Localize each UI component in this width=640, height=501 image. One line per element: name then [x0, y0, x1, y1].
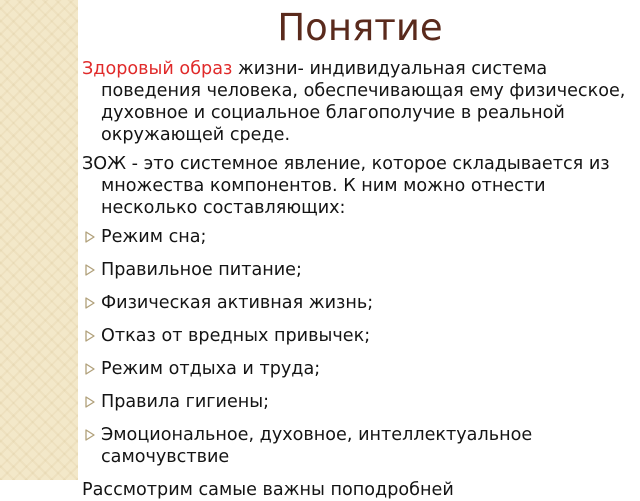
list-item [82, 325, 634, 347]
highlighted-term: Здоровый образ [82, 59, 238, 79]
triangle-bullet-icon [85, 297, 95, 309]
list-item [82, 292, 634, 314]
list-item [82, 391, 634, 413]
slide-content [82, 58, 634, 501]
triangle-bullet-icon [85, 396, 95, 408]
triangle-bullet-icon [85, 231, 95, 243]
list-item-label: Режим отдыха и труда; [101, 359, 321, 379]
definition-paragraph [82, 58, 634, 146]
triangle-bullet-icon [85, 264, 95, 276]
list-item-label: Эмоциональное, духовное, интеллектуальное самочувствие [101, 425, 533, 467]
list-item-label: Правильное питание; [101, 260, 302, 280]
list-item-label: Отказ от вредных привычек; [101, 326, 371, 346]
list-item [82, 226, 634, 248]
list-item-label: Правила гигиены; [101, 392, 270, 412]
slide-title: Понятие [277, 6, 443, 49]
components-paragraph: ЗОЖ - это системное явление, которое складывается из множества компонентов. К ним можно отнести несколько составляющих: [82, 154, 610, 218]
list-item-label: Физическая активная жизнь; [101, 293, 374, 313]
list-item [82, 259, 634, 281]
triangle-bullet-icon [85, 429, 95, 441]
triangle-bullet-icon [85, 363, 95, 375]
definition-text: жизни- индивидуальная система поведения человека, обеспечивающая ему физическое, духовное и социальное благополучие в реальной окружающей среде. [101, 59, 626, 145]
closing-line: Рассмотрим самые важны поподробней [82, 480, 454, 500]
list-item [82, 424, 634, 468]
decorative-side-band [0, 0, 78, 480]
list-item-label: Режим сна; [101, 227, 207, 247]
components-list [82, 226, 634, 468]
triangle-bullet-icon [85, 330, 95, 342]
list-item [82, 358, 634, 380]
